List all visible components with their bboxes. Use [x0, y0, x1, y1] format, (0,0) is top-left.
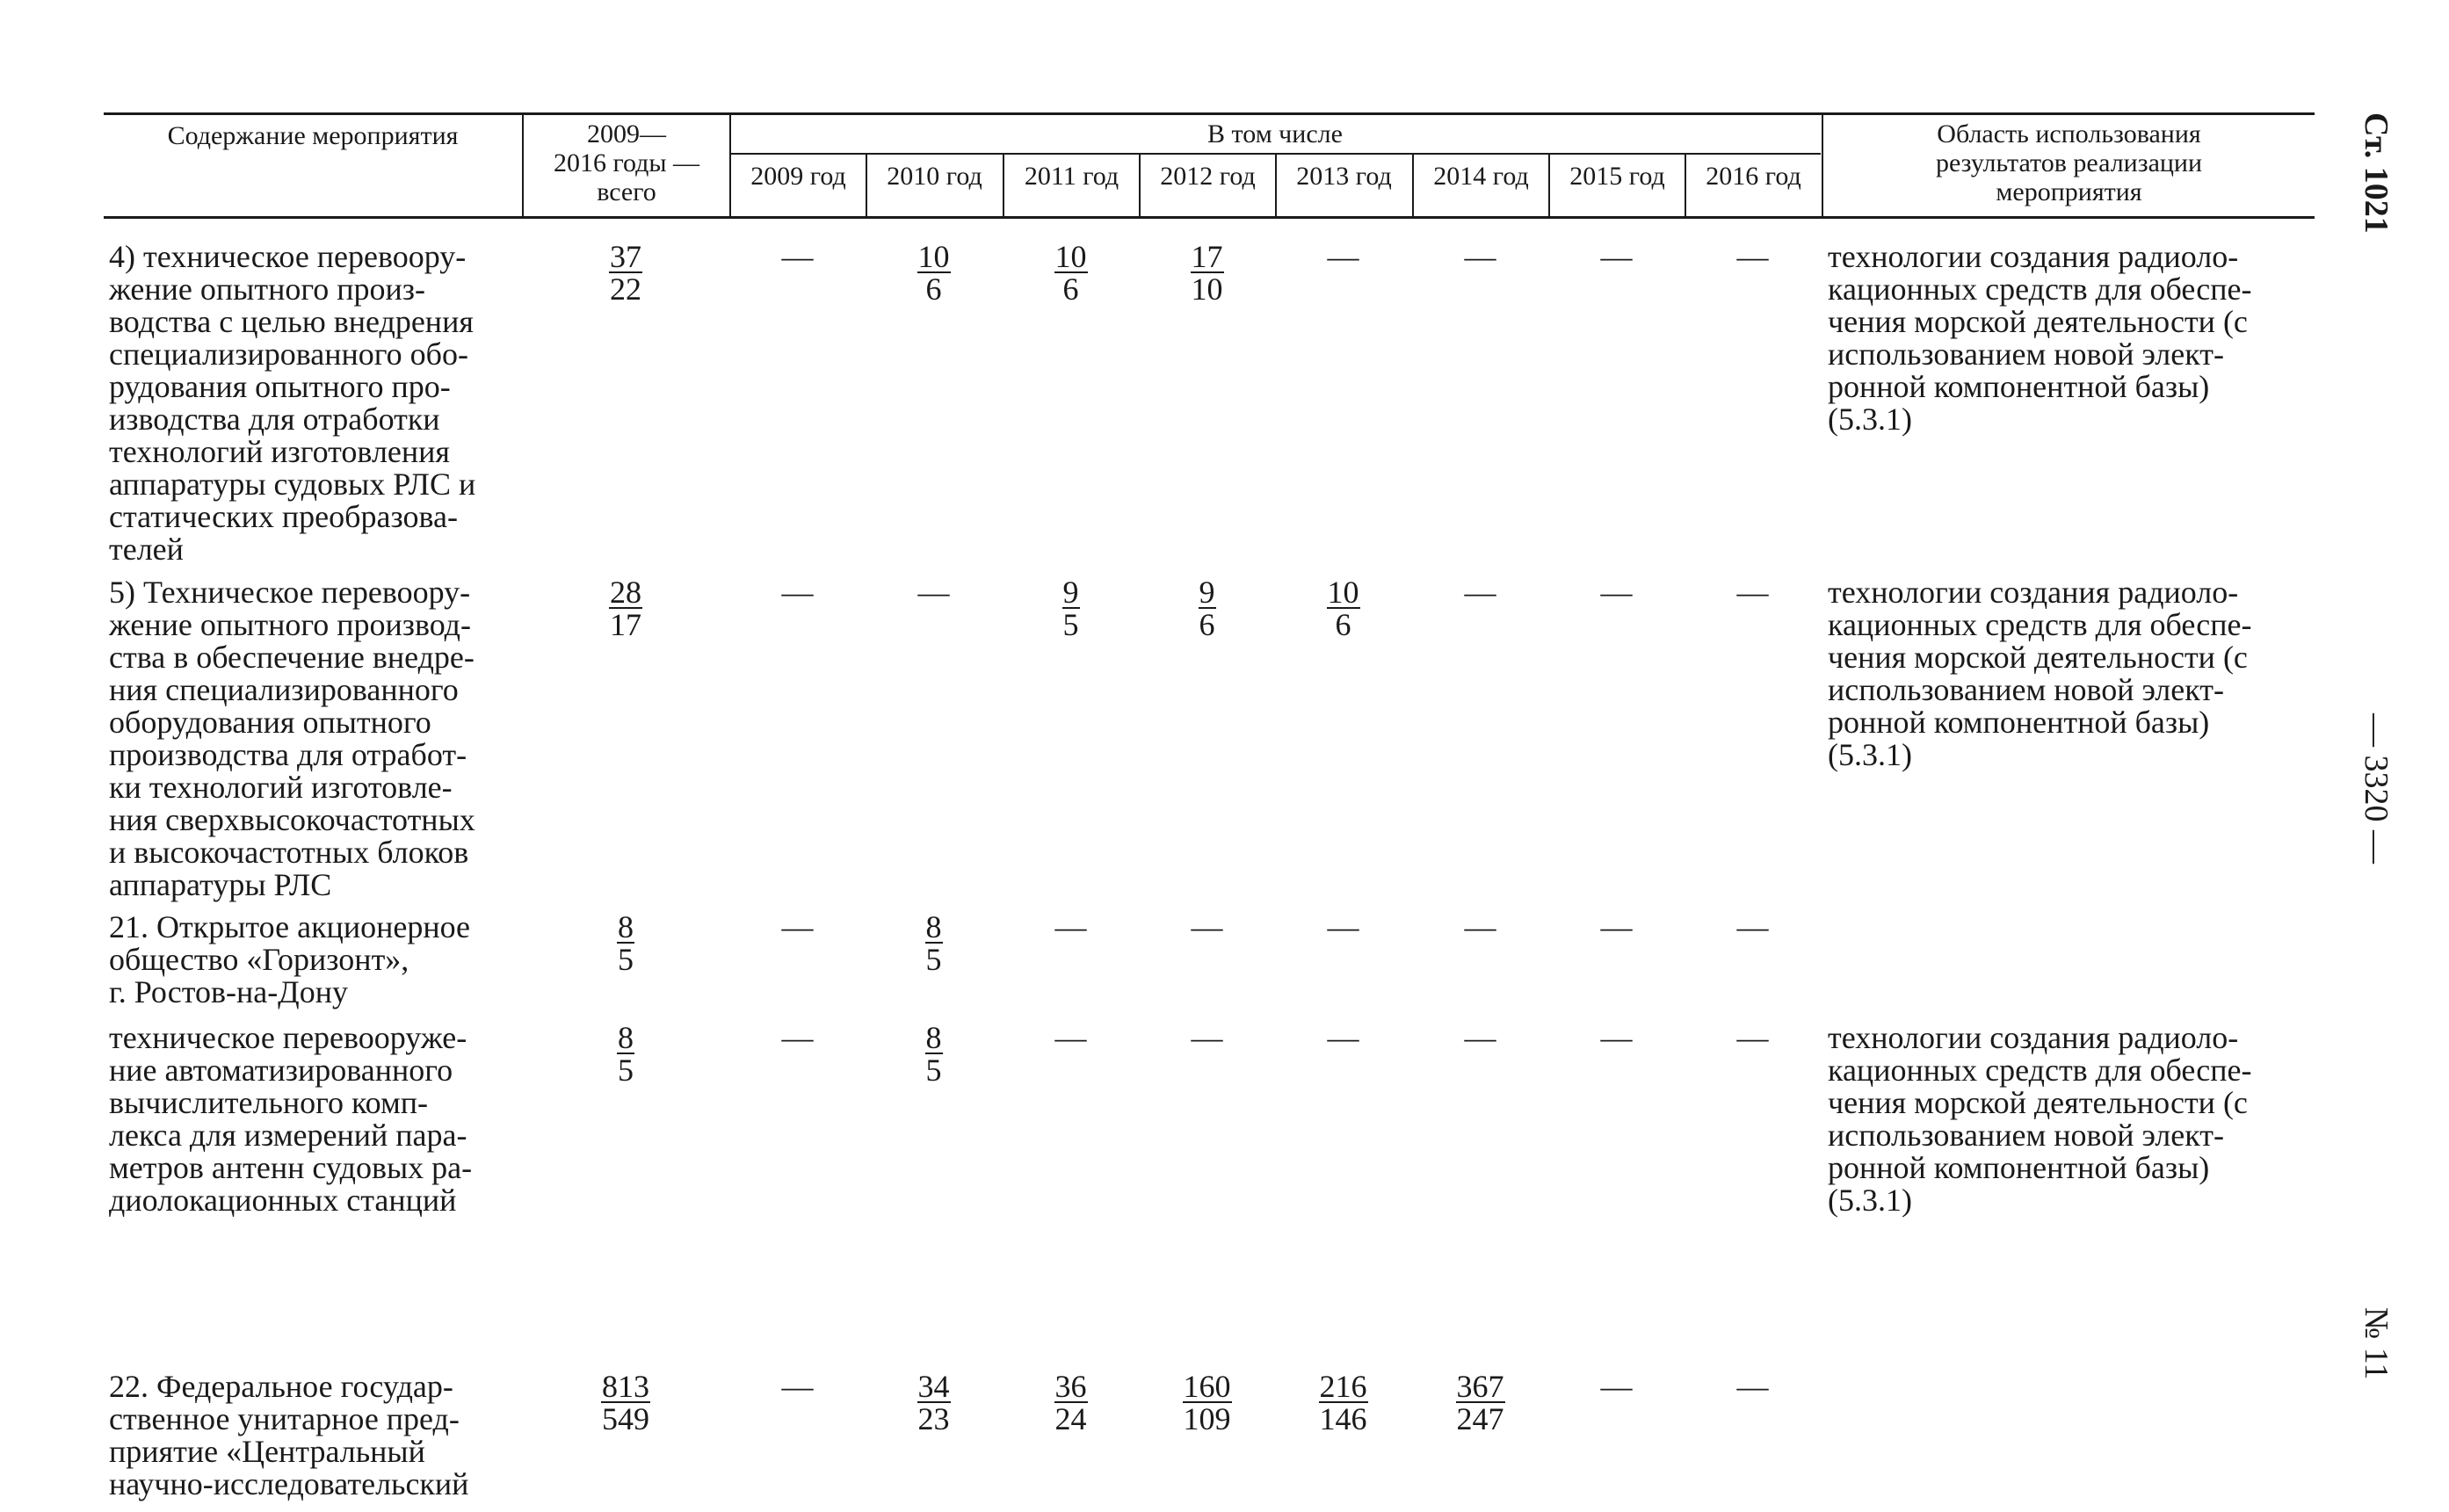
area-line: использованием новой элект-: [1828, 672, 2224, 707]
header-year: 2016 год: [1706, 162, 1801, 191]
area-line: кационных средств для обеспе-: [1828, 271, 2252, 307]
fraction-denominator: 5: [925, 1053, 942, 1088]
description-line: 21. Открытое акционерное: [109, 909, 471, 944]
fraction-numerator: 10: [1054, 239, 1087, 274]
area-line: кационных средств для обеспе-: [1828, 607, 2252, 642]
year-value: [1003, 241, 1139, 305]
area-line: ронной компонентной базы): [1828, 1150, 2210, 1185]
header-area-line: Область использования: [1937, 119, 2201, 148]
header-area: [1823, 119, 2315, 206]
area-line: чения морской деятельности (с: [1828, 1085, 2248, 1120]
year-value: [1412, 1371, 1548, 1435]
year-empty-dash: —: [1736, 239, 1769, 274]
year-value: [866, 1371, 1002, 1435]
year-empty-dash: —: [781, 1369, 814, 1404]
fraction-numerator: 36: [1054, 1369, 1087, 1404]
description-line: водства с целью внедрения: [109, 304, 474, 339]
year-empty-dash: —: [781, 575, 814, 610]
fraction-denominator: 6: [1335, 607, 1351, 642]
fraction-numerator: 216: [1319, 1369, 1367, 1404]
year-value: [866, 1022, 1002, 1086]
area-line: технологии создания радиоло-: [1828, 239, 2239, 274]
year-value: [1139, 576, 1275, 640]
year-value: [1139, 1371, 1275, 1435]
year-empty-dash: —: [1464, 909, 1496, 944]
area-line: ронной компонентной базы): [1828, 369, 2210, 404]
description-line: г. Ростов-на-Дону: [109, 974, 349, 1009]
header-area-line: результатов реализации: [1935, 148, 2203, 177]
year-empty-dash: —: [1327, 1020, 1359, 1055]
description-line: вычислительного комп-: [109, 1085, 429, 1120]
year-empty-dash: —: [1736, 575, 1769, 610]
fraction-numerator: 9: [1199, 575, 1215, 610]
description-line: телей: [109, 532, 184, 567]
fraction-numerator: 367: [1456, 1369, 1504, 1404]
area-line: (5.3.1): [1828, 402, 1912, 437]
description-line: жение опытного произ-: [109, 271, 425, 307]
year-empty-dash: —: [917, 575, 950, 610]
fraction-numerator: 8: [925, 1020, 942, 1055]
header-total: [524, 119, 729, 206]
description-line: статических преобразова-: [109, 499, 458, 534]
description-line: специализированного обо-: [109, 336, 468, 372]
header-area-line: мероприятия: [1996, 177, 2142, 206]
year-value: [866, 241, 1002, 305]
year-empty-dash: —: [1600, 575, 1633, 610]
year-value: [1275, 1371, 1411, 1435]
description-line: лекса для измерений пара-: [109, 1118, 467, 1153]
total-value: [522, 911, 729, 975]
fraction-numerator: 28: [610, 575, 641, 610]
fraction-numerator: 17: [1191, 239, 1223, 274]
row-area: [1828, 241, 2309, 436]
header-year: 2011 год: [1024, 162, 1119, 191]
year-empty-dash: —: [1600, 1369, 1633, 1404]
year-empty-dash: —: [1191, 909, 1223, 944]
description-line: диолокационных станций: [109, 1183, 457, 1218]
fraction-denominator: 10: [1191, 271, 1223, 307]
year-empty-dash: —: [1054, 909, 1087, 944]
total-value: [522, 1371, 729, 1435]
description-line: метров антенн судовых ра-: [109, 1150, 473, 1185]
year-empty-dash: —: [1464, 239, 1496, 274]
description-line: оборудования опытного: [109, 705, 431, 740]
year-value: [1275, 576, 1411, 640]
header-year: 2015 год: [1569, 162, 1665, 191]
description-line: общество «Горизонт»,: [109, 942, 409, 977]
fraction-numerator: 8: [618, 1020, 634, 1055]
area-line: ронной компонентной базы): [1828, 705, 2210, 740]
article-label: Ст. 1021: [2358, 112, 2395, 234]
area-line: кационных средств для обеспе-: [1828, 1053, 2252, 1088]
row-description: [109, 576, 517, 901]
description-line: ния специализированного: [109, 672, 459, 707]
fraction-denominator: 17: [610, 607, 641, 642]
header-year: 2012 год: [1160, 162, 1256, 191]
fraction-numerator: 37: [610, 239, 641, 274]
fraction-numerator: 160: [1183, 1369, 1231, 1404]
fraction-numerator: 8: [925, 909, 942, 944]
year-empty-dash: —: [1464, 1020, 1496, 1055]
row-description: [109, 1022, 517, 1217]
issue-number: № 11: [2358, 1307, 2395, 1380]
year-empty-dash: —: [1736, 909, 1769, 944]
year-empty-dash: —: [1736, 1020, 1769, 1055]
fraction-denominator: 5: [925, 942, 942, 977]
fraction-denominator: 146: [1319, 1401, 1367, 1436]
header-total-line: 2009—: [587, 119, 666, 148]
header-year: 2009 год: [750, 162, 846, 191]
year-value: [1139, 241, 1275, 305]
year-empty-dash: —: [781, 239, 814, 274]
description-line: аппаратуры судовых РЛС и: [109, 467, 476, 502]
fraction-numerator: 8: [618, 909, 634, 944]
year-value: [1003, 1371, 1139, 1435]
row-description: [109, 1371, 517, 1501]
header-content: Содержание мероприятия: [167, 121, 459, 150]
header-year: 2013 год: [1296, 162, 1392, 191]
year-empty-dash: —: [1054, 1020, 1087, 1055]
table-top-rule: [104, 112, 2315, 115]
row-description: [109, 241, 517, 566]
year-empty-dash: —: [781, 909, 814, 944]
description-line: и высокочастотных блоков: [109, 835, 469, 870]
description-line: ки технологий изготовле-: [109, 770, 453, 805]
year-empty-dash: —: [1464, 575, 1496, 610]
description-line: ния сверхвысокочастотных: [109, 802, 475, 837]
area-line: чения морской деятельности (с: [1828, 640, 2248, 675]
header-total-line: всего: [597, 177, 656, 206]
description-line: 4) техническое перевоору-: [109, 239, 467, 274]
area-line: технологии создания радиоло-: [1828, 1020, 2239, 1055]
row-description: [109, 911, 517, 1009]
row-area: [1828, 576, 2309, 771]
header-year: 2014 год: [1433, 162, 1529, 191]
description-line: 5) Техническое перевоору-: [109, 575, 471, 610]
fraction-denominator: 24: [1054, 1401, 1087, 1436]
year-empty-dash: —: [1327, 239, 1359, 274]
fraction-denominator: 23: [917, 1401, 950, 1436]
total-value: [522, 241, 729, 305]
year-value: [866, 911, 1002, 975]
year-empty-dash: —: [1327, 909, 1359, 944]
row-area: [1828, 1022, 2309, 1217]
fraction-denominator: 549: [602, 1401, 649, 1436]
header-bottom-rule: [104, 216, 2315, 219]
description-line: 22. Федеральное государ-: [109, 1369, 453, 1404]
fraction-numerator: 813: [602, 1369, 649, 1404]
area-line: чения морской деятельности (с: [1828, 304, 2248, 339]
description-line: приятие «Центральный: [109, 1434, 425, 1469]
header-total-line: 2016 годы —: [553, 148, 700, 177]
fraction-denominator: 22: [610, 271, 641, 307]
total-value: [522, 1022, 729, 1086]
year-empty-dash: —: [1191, 1020, 1223, 1055]
fraction-denominator: 109: [1183, 1401, 1231, 1436]
fraction-numerator: 10: [1327, 575, 1359, 610]
area-line: использованием новой элект-: [1828, 336, 2224, 372]
year-empty-dash: —: [1736, 1369, 1769, 1404]
page-number: — 3320 —: [2358, 713, 2395, 864]
description-line: ства в обеспечение внедре-: [109, 640, 475, 675]
year-value: [1003, 576, 1139, 640]
area-line: использованием новой элект-: [1828, 1118, 2224, 1153]
description-line: аппаратуры РЛС: [109, 867, 332, 902]
year-empty-dash: —: [781, 1020, 814, 1055]
fraction-denominator: 6: [1062, 271, 1079, 307]
description-line: ние автоматизированного: [109, 1053, 453, 1088]
total-value: [522, 576, 729, 640]
description-line: рудования опытного про-: [109, 369, 451, 404]
fraction-numerator: 10: [917, 239, 950, 274]
description-line: изводства для отработки: [109, 402, 440, 437]
fraction-denominator: 6: [925, 271, 942, 307]
area-line: технологии создания радиоло-: [1828, 575, 2239, 610]
description-line: техническое перевооруже-: [109, 1020, 467, 1055]
description-line: технологий изготовления: [109, 434, 450, 469]
header-group-label: В том числе: [1207, 119, 1343, 148]
fraction-numerator: 34: [917, 1369, 950, 1404]
fraction-denominator: 5: [618, 1053, 634, 1088]
area-line: (5.3.1): [1828, 737, 1912, 772]
year-empty-dash: —: [1600, 1020, 1633, 1055]
fraction-denominator: 247: [1456, 1401, 1504, 1436]
description-line: ственное унитарное пред-: [109, 1401, 460, 1436]
fraction-denominator: 5: [618, 942, 634, 977]
header-year: 2010 год: [887, 162, 982, 191]
area-line: (5.3.1): [1828, 1183, 1912, 1218]
description-line: жение опытного производ-: [109, 607, 471, 642]
year-empty-dash: —: [1600, 239, 1633, 274]
fraction-denominator: 6: [1199, 607, 1215, 642]
fraction-numerator: 9: [1062, 575, 1079, 610]
description-line: научно-исследовательский: [109, 1466, 469, 1501]
fraction-denominator: 5: [1062, 607, 1079, 642]
year-empty-dash: —: [1600, 909, 1633, 944]
description-line: производства для отработ-: [109, 737, 467, 772]
